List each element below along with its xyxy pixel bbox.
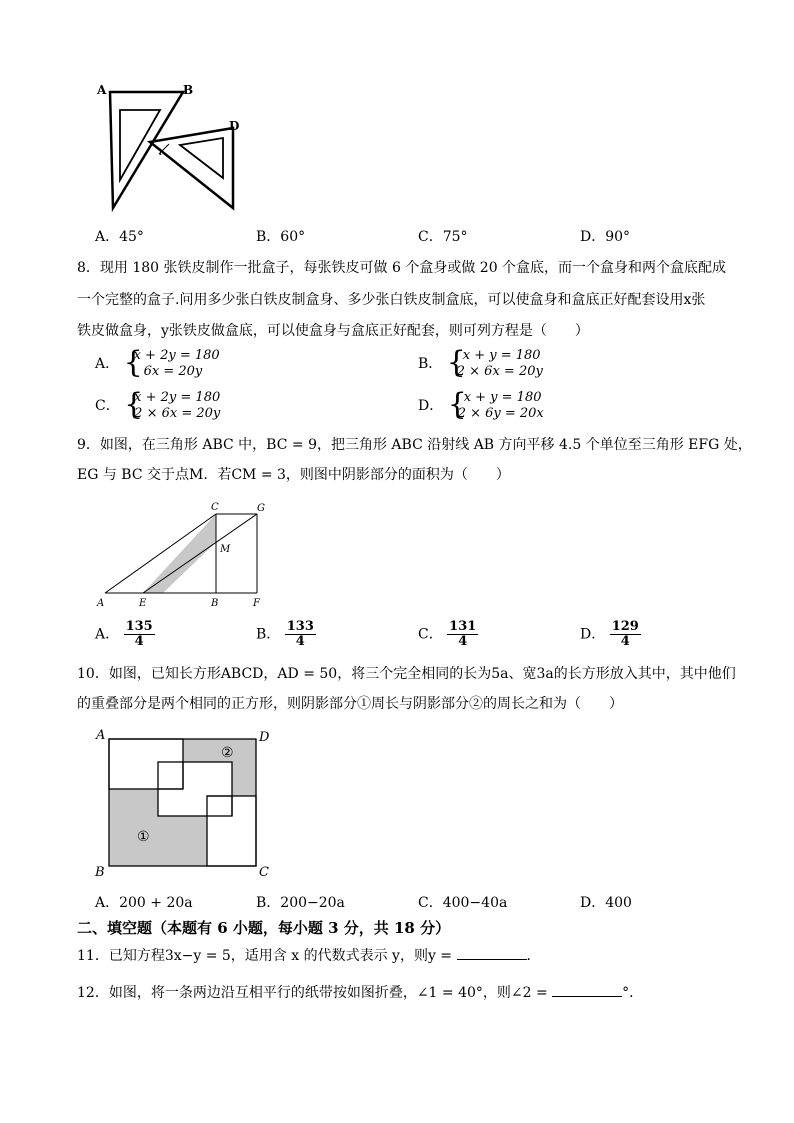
numerator: 133 (286, 619, 314, 634)
option-label: A． (95, 356, 120, 372)
translated-triangle-figure (95, 500, 275, 612)
q10-text-line-2: 的重叠部分是两个相同的正方形，则阴影部分①周长与阴影部分②的周长之和为（ ） (77, 696, 623, 712)
q7-option-b[interactable]: B．60° (256, 229, 306, 245)
equation-1: x + 2y = 180 (133, 348, 220, 363)
region-1-label: ① (137, 829, 150, 845)
equation-2: 2 × 6y = 20x (457, 406, 544, 421)
denominator: 4 (295, 634, 305, 649)
equation-2: 2 × 6x = 20y (134, 406, 221, 421)
label-angle-1: 1 (158, 148, 164, 157)
q9-text-line-2: EG 与 BC 交于点M．若CM = 3，则图中阴影部分的面积为（ ） (77, 467, 510, 483)
q12-answer-blank[interactable] (552, 982, 622, 997)
option-label: C． (418, 626, 443, 643)
q11-prompt: 11．已知方程3x−y = 5，适用含 x 的代数式表示 y，则y = (77, 948, 457, 964)
numerator: 135 (125, 619, 153, 634)
q9-option-c[interactable] (418, 620, 478, 649)
q11-suffix: ． (526, 948, 541, 964)
q8-option-d[interactable]: D． { x + y = 180 2 × 6y = 20x (418, 387, 544, 422)
equation-1: x + 2y = 180 (134, 390, 221, 405)
equation-1: x + y = 180 (463, 390, 542, 405)
q9-option-d[interactable] (580, 620, 641, 649)
q12-prompt: 12．如图，将一条两边沿互相平行的纸带按如图折叠，∠1 = 40°，则∠2 = (77, 985, 553, 1001)
option-label: D． (418, 398, 444, 414)
section-heading: 二、填空题（本题有 6 小题，每小题 3 分，共 18 分） (77, 919, 451, 937)
q11-answer-blank[interactable] (457, 945, 527, 960)
label-g: G (257, 503, 265, 514)
q10-option-a[interactable]: A．200 + 20a (95, 895, 193, 911)
option-label: B． (418, 356, 443, 372)
q12-suffix: °． (622, 985, 644, 1001)
numerator: 131 (449, 619, 477, 634)
label-a: A (97, 598, 105, 609)
q11-text (77, 945, 541, 966)
denominator: 4 (134, 634, 144, 649)
equation-1: x + y = 180 (462, 348, 541, 363)
option-label: C． (95, 398, 120, 414)
q8-option-a[interactable]: A． { x + 2y = 180 6x = 20y (95, 345, 220, 380)
q7-option-d[interactable]: D．90° (580, 229, 631, 245)
equation-2: 6x = 20y (143, 364, 203, 379)
label-c: C (259, 865, 269, 880)
label-m: M (220, 544, 231, 555)
q8-text-line-3: 铁皮做盒身，y张铁皮做盒底，可以使盒身与盒底正好配套，则可列方程是（ ） (77, 323, 589, 339)
q10-option-b[interactable]: B．200−20a (256, 895, 345, 911)
rectangles-figure (93, 727, 283, 879)
label-d: D (229, 119, 240, 133)
q10-option-d[interactable]: D．400 (580, 895, 632, 911)
q12-text (77, 982, 643, 1003)
q8-option-c[interactable]: C． { x + 2y = 180 2 × 6x = 20y (95, 387, 221, 422)
label-b: B (183, 83, 194, 97)
label-b: B (95, 865, 105, 880)
q8-text-line-2: 一个完整的盒子.问用多少张白铁皮制盒身、多少张白铁皮制盒底，可以使盒身和盒底正好配套设用x张 (77, 292, 706, 308)
q7-option-a[interactable]: A．45° (95, 229, 144, 245)
label-a: A (97, 83, 107, 97)
denominator: 4 (620, 634, 630, 649)
q10-text-line-1: 10．如图，已知长方形ABCD，AD = 50，将三个完全相同的长为5a、宽3a的长方形放入其中，其中他们 (77, 666, 736, 682)
label-b: B (211, 598, 219, 609)
option-label: B． (256, 626, 281, 643)
option-label: D． (580, 626, 606, 643)
label-e: E (139, 598, 147, 609)
equation-2: 2 × 6x = 20y (456, 364, 543, 379)
q8-text-line-1: 8．现用 180 张铁皮制作一批盒子，每张铁皮可做 6 个盒身或做 20 个盒底，而一个盒身和两个盒底配成 (77, 260, 727, 276)
denominator: 4 (458, 634, 468, 649)
label-a: A (96, 728, 106, 743)
label-c: C (211, 502, 219, 513)
q9-option-a[interactable] (95, 620, 155, 649)
option-label: A． (95, 626, 120, 643)
label-d: D (259, 730, 270, 745)
region-2-label: ② (221, 745, 234, 761)
q8-option-b[interactable]: B． { x + y = 180 2 × 6x = 20y (418, 345, 543, 380)
q9-text-line-1: 9．如图，在三角形 ABC 中，BC = 9，把三角形 ABC 沿射线 AB 方向平移 4.5 个单位至三角形 EFG 处， (77, 437, 752, 453)
label-f: F (253, 598, 260, 609)
numerator: 129 (611, 619, 639, 634)
q10-option-c[interactable]: C．400−40a (418, 895, 508, 911)
set-squares-figure (95, 80, 265, 215)
q9-option-b[interactable] (256, 620, 316, 649)
q7-option-c[interactable]: C．75° (418, 229, 468, 245)
